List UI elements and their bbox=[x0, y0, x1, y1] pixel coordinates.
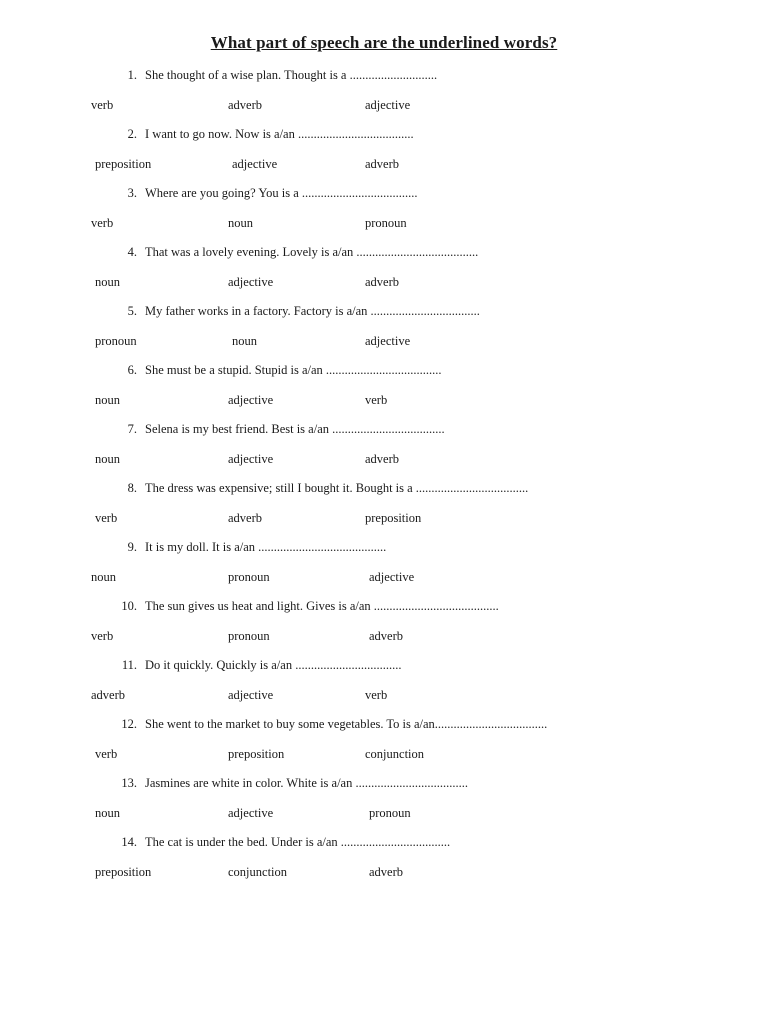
answer-option-noun: noun bbox=[232, 334, 257, 348]
question-1 bbox=[113, 68, 437, 83]
question-number: 13. bbox=[121, 776, 137, 790]
question-2 bbox=[113, 127, 414, 142]
answer-option-verb: verb bbox=[95, 511, 118, 525]
question-number: 1. bbox=[127, 68, 137, 82]
question-number: 6. bbox=[127, 363, 137, 377]
answer-option-preposition: preposition bbox=[228, 747, 285, 761]
question-4 bbox=[113, 245, 478, 260]
question-text: My father works in a factory. Factory is a/an ................................... bbox=[145, 304, 480, 318]
question-number: 4. bbox=[127, 245, 137, 259]
answer-option-adverb: adverb bbox=[365, 157, 400, 171]
question-number: 8. bbox=[127, 481, 137, 495]
answer-option-noun: noun bbox=[95, 275, 120, 289]
question-text: She must be a stupid. Stupid is a/an ..................................... bbox=[145, 363, 442, 377]
question-12 bbox=[113, 717, 547, 732]
answer-option-pronoun: pronoun bbox=[228, 629, 270, 643]
question-7 bbox=[113, 422, 445, 437]
question-text: The cat is under the bed. Under is a/an ................................... bbox=[145, 835, 451, 849]
answer-option-adverb: adverb bbox=[228, 511, 263, 525]
question-13 bbox=[113, 776, 468, 791]
answer-option-adjective: adjective bbox=[232, 157, 278, 171]
question-text: Selena is my best friend. Best is a/an .................................... bbox=[145, 422, 445, 436]
question-3 bbox=[113, 186, 418, 201]
question-text: The sun gives us heat and light. Gives is a/an ........................................ bbox=[145, 599, 499, 613]
question-text: Where are you going? You is a ..................................... bbox=[145, 186, 418, 200]
question-10 bbox=[113, 599, 499, 614]
answer-option-adjective: adjective bbox=[228, 452, 274, 466]
answer-option-pronoun: pronoun bbox=[365, 216, 407, 230]
question-number: 5. bbox=[127, 304, 137, 318]
question-number: 3. bbox=[127, 186, 137, 200]
answer-option-pronoun: pronoun bbox=[369, 806, 411, 820]
answer-option-adverb: adverb bbox=[369, 629, 404, 643]
answer-option-pronoun: pronoun bbox=[228, 570, 270, 584]
question-number: 14. bbox=[121, 835, 137, 849]
question-text: I want to go now. Now is a/an ..................................... bbox=[145, 127, 414, 141]
answer-option-adjective: adjective bbox=[228, 393, 274, 407]
answer-option-verb: verb bbox=[91, 216, 114, 230]
answer-option-noun: noun bbox=[95, 393, 120, 407]
question-text: That was a lovely evening. Lovely is a/an ....................................... bbox=[145, 245, 479, 259]
answer-option-adverb: adverb bbox=[91, 688, 126, 702]
question-14 bbox=[113, 835, 450, 850]
question-6 bbox=[113, 363, 442, 378]
question-number: 10. bbox=[121, 599, 137, 613]
question-number: 12. bbox=[121, 717, 137, 731]
answer-option-adjective: adjective bbox=[228, 806, 274, 820]
answer-option-adverb: adverb bbox=[365, 452, 400, 466]
answer-option-noun: noun bbox=[228, 216, 253, 230]
answer-option-adjective: adjective bbox=[365, 98, 411, 112]
answer-option-verb: verb bbox=[95, 747, 118, 761]
question-number: 2. bbox=[127, 127, 137, 141]
question-text: The dress was expensive; still I bought it. Bought is a .................................... bbox=[145, 481, 529, 495]
answer-option-noun: noun bbox=[91, 570, 116, 584]
answer-option-preposition: preposition bbox=[365, 511, 422, 525]
question-number: 7. bbox=[127, 422, 137, 436]
page-title: What part of speech are the underlined words? bbox=[210, 33, 558, 52]
answer-option-adverb: adverb bbox=[228, 98, 263, 112]
answer-option-verb: verb bbox=[91, 629, 114, 643]
question-text: She went to the market to buy some vegetables. To is a/an.................................... bbox=[145, 717, 548, 731]
answer-option-verb: verb bbox=[365, 688, 388, 702]
answer-option-adjective: adjective bbox=[365, 334, 411, 348]
answer-option-conjunction: conjunction bbox=[365, 747, 425, 761]
answer-option-noun: noun bbox=[95, 452, 120, 466]
answer-option-adjective: adjective bbox=[228, 688, 274, 702]
answer-option-verb: verb bbox=[91, 98, 114, 112]
answer-option-noun: noun bbox=[95, 806, 120, 820]
question-text: She thought of a wise plan. Thought is a ............................ bbox=[145, 68, 438, 82]
answer-option-preposition: preposition bbox=[95, 157, 152, 171]
answer-option-adjective: adjective bbox=[228, 275, 274, 289]
question-11 bbox=[113, 658, 401, 673]
question-text: Jasmines are white in color. White is a/an .................................... bbox=[145, 776, 468, 790]
question-8 bbox=[113, 481, 528, 496]
question-text: Do it quickly. Quickly is a/an .................................. bbox=[145, 658, 402, 672]
answer-option-adjective: adjective bbox=[369, 570, 415, 584]
question-number: 11. bbox=[121, 658, 137, 672]
answer-option-preposition: preposition bbox=[95, 865, 152, 879]
answer-option-verb: verb bbox=[365, 393, 388, 407]
question-number: 9. bbox=[127, 540, 137, 554]
question-9 bbox=[113, 540, 386, 555]
answer-option-adverb: adverb bbox=[369, 865, 404, 879]
answer-option-pronoun: pronoun bbox=[95, 334, 137, 348]
answer-option-conjunction: conjunction bbox=[228, 865, 288, 879]
question-5 bbox=[113, 304, 480, 319]
answer-option-adverb: adverb bbox=[365, 275, 400, 289]
question-text: It is my doll. It is a/an ......................................... bbox=[145, 540, 387, 554]
